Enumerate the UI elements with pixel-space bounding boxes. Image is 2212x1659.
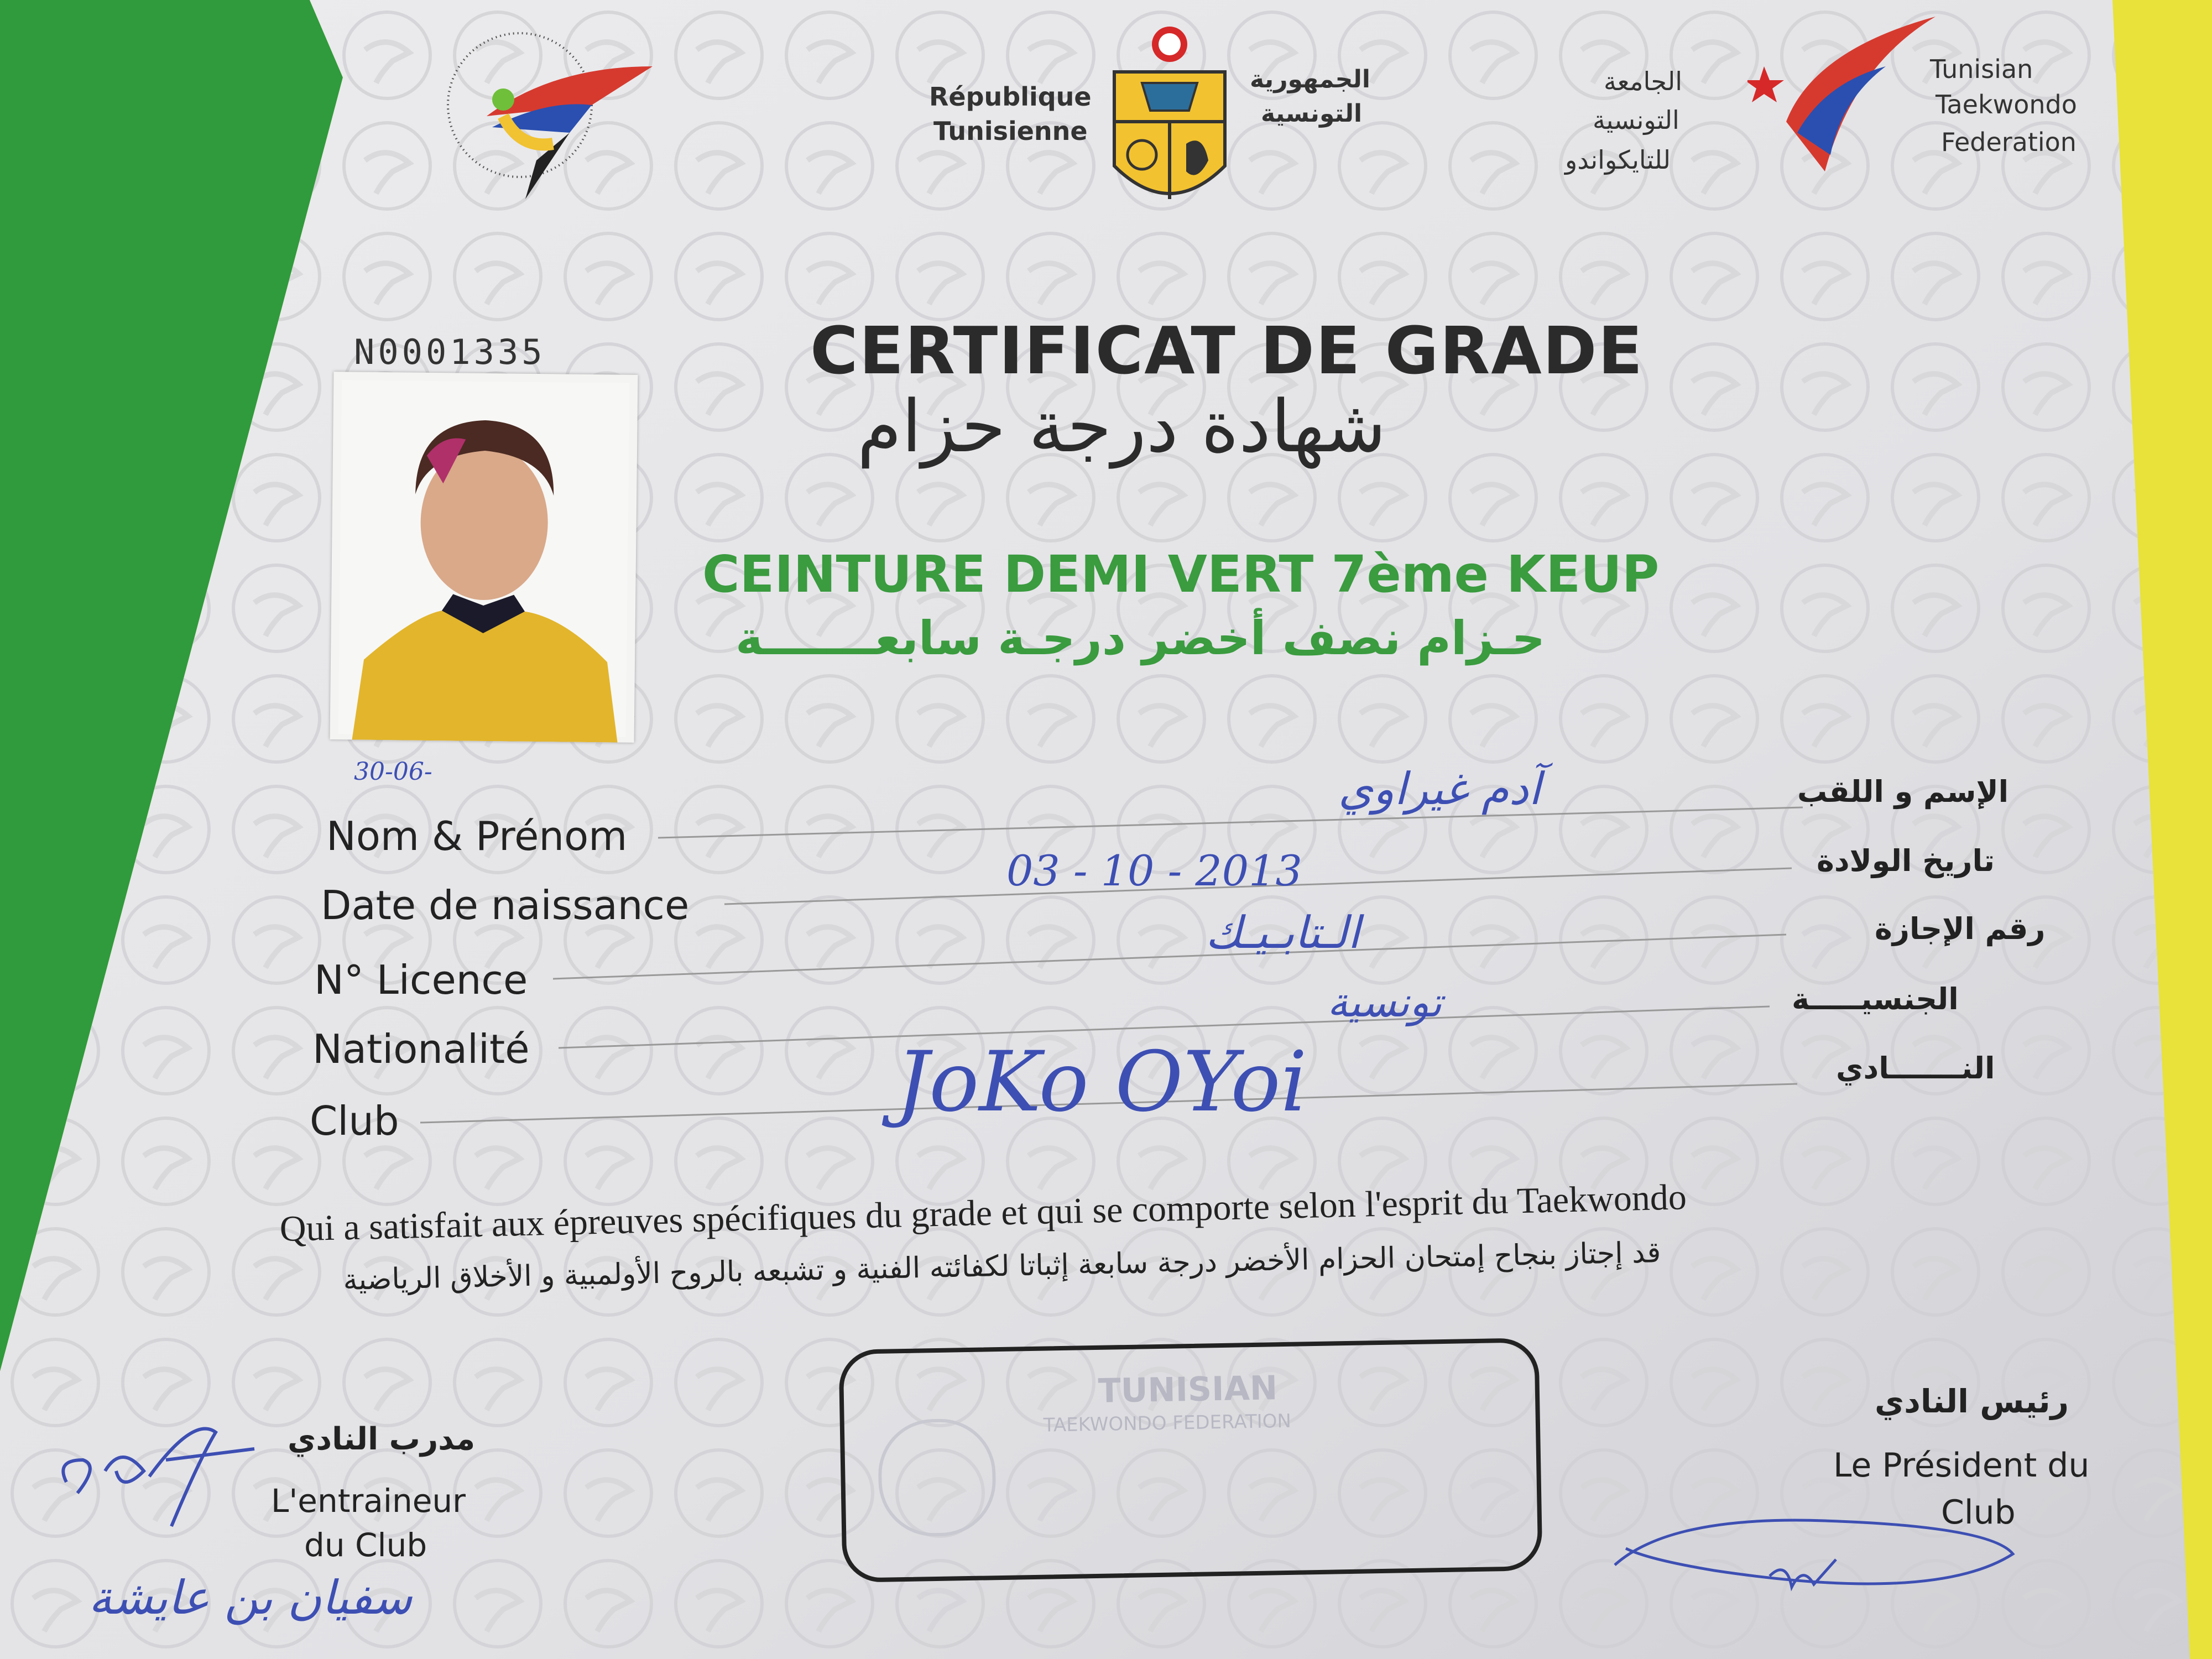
coach-signature [33,1383,310,1548]
stamp-line1: TUNISIAN [1098,1369,1278,1411]
stamp-line2: TAEKWONDO FEDERATION [1043,1410,1292,1437]
president-title-fr-line1: Le Président du [1833,1446,2090,1485]
president-title-fr-line2: Club [1941,1493,2016,1532]
field-value-name: آدم غيراوي [1338,763,1541,815]
photo-date-handwritten: 30-06- [354,758,432,786]
field-label-licence-fr: N° Licence [314,957,528,1003]
field-value-club: JoKo OYoi [896,1034,1307,1130]
serial-number: N0001335 [354,332,546,372]
field-label-nationality-fr: Nationalité [312,1026,530,1072]
belt-grade-fr: CEINTURE DEMI VERT 7ème KEUP [702,545,1660,604]
field-label-club-ar: النـــــــادي [1836,1051,1995,1086]
federation-ar-line3: للتايكواندو [1565,145,1671,175]
federation-en-line2: Taekwondo [1936,90,2077,119]
republic-fr-line1: République [929,82,1092,112]
federation-stamp-box [838,1338,1542,1583]
president-signature [1604,1482,2046,1648]
field-label-name-fr: Nom & Prénom [326,813,628,859]
belt-grade-ar: حـزام نصف أخضر درجـة سابعـــــــة [735,611,1546,665]
field-label-licence-ar: رقم الإجازة [1875,911,2046,946]
federation-ar-line2: التونسية [1593,105,1679,135]
stamp-logo [878,1418,997,1537]
coach-title-fr-line2: du Club [304,1526,427,1564]
field-label-birth-ar: تاريخ الولادة [1817,843,1995,878]
republic-ar-line2: التونسية [1261,100,1363,128]
coach-title-fr-line1: L'entraineur [271,1482,466,1520]
field-label-club-fr: Club [310,1098,399,1144]
field-label-name-ar: الإسم و اللقب [1797,774,2009,809]
federation-ar-line1: الجامعة [1604,66,1682,96]
title-fr: CERTIFICAT DE GRADE [810,312,1644,389]
field-value-birth: 03 - 10 - 2013 [1006,846,1302,895]
republic-fr-line2: Tunisienne [933,116,1088,146]
field-value-licence: الـتابـيـك [1206,907,1360,958]
republic-ar-line1: الجمهورية [1250,65,1370,93]
statement-ar: قد إجتاز بنجاح إمتحان الحزام الأخضر درجة سابعة إثباتا لكفائته الفنية و تشبعه بالروح الأولمبية و الأخلاق الرياضية [343,1236,1661,1297]
statement-fr: Qui a satisfait aux épreuves spécifiques du grade et qui se comporte selon l'esprit du Taekwondo [279,1177,1687,1249]
field-label-birth-fr: Date de naissance [321,882,690,928]
coach-name-handwritten: سفيان بن عايشة [88,1571,413,1625]
federation-en-line1: Tunisian [1930,54,2033,84]
coach-title-ar: مدرب النادي [288,1421,476,1457]
federation-en-line3: Federation [1941,127,2077,157]
field-value-nationality: تونسية [1327,979,1442,1026]
title-ar: شهادة درجة حزام [857,384,1386,468]
field-label-nationality-ar: الجنسيـــــة [1792,982,1959,1016]
president-title-ar: رئيس النادي [1875,1383,2069,1420]
